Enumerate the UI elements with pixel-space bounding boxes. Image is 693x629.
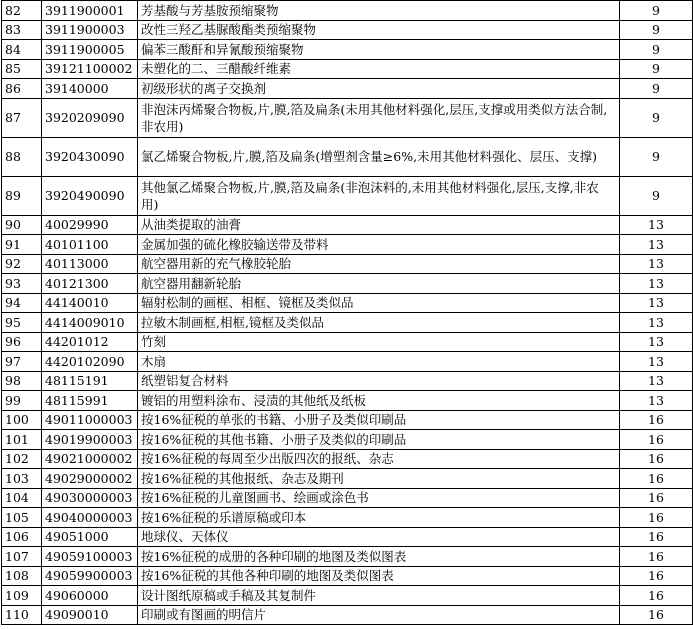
rate-cell: 16 — [620, 410, 693, 430]
row-number-cell: 98 — [2, 371, 42, 391]
table-row — [2, 605, 693, 625]
description-cell: 非泡沫丙烯聚合物板,片,膜,箔及扁条(未用其他材料强化,层压,支撑或用类似方法合制,非农用) — [138, 98, 620, 137]
row-number-cell: 85 — [2, 59, 42, 79]
description-cell: 金属加强的硫化橡胶输送带及带料 — [138, 235, 620, 255]
description-cell: 木扇 — [138, 352, 620, 372]
rate-cell: 9 — [620, 59, 693, 79]
description-cell: 拉敏木制画框,相框,镜框及类似品 — [138, 313, 620, 333]
commodity-code-cell: 3920209090 — [42, 98, 138, 137]
rate-cell: 9 — [620, 137, 693, 176]
description-cell: 芳基酸与芳基胺预缩聚物 — [138, 1, 620, 21]
table-row — [2, 313, 693, 333]
rate-cell: 13 — [620, 235, 693, 255]
commodity-code-cell: 49059100003 — [42, 547, 138, 567]
rate-cell: 13 — [620, 293, 693, 313]
commodity-code-cell: 49060000 — [42, 586, 138, 606]
commodity-code-cell: 3920430090 — [42, 137, 138, 176]
rate-cell: 9 — [620, 1, 693, 21]
rate-cell: 9 — [620, 176, 693, 215]
table-row — [2, 391, 693, 411]
table-row — [2, 508, 693, 528]
rate-cell: 16 — [620, 566, 693, 586]
table-row — [2, 59, 693, 79]
description-cell: 按16%征税的儿童图画书、绘画或涂色书 — [138, 488, 620, 508]
table-row — [2, 449, 693, 469]
table-row — [2, 371, 693, 391]
rate-cell: 13 — [620, 332, 693, 352]
description-cell: 按16%征税的其他各种印刷的地图及类似图表 — [138, 566, 620, 586]
description-cell: 设计图纸原稿或手稿及其复制件 — [138, 586, 620, 606]
rate-cell: 13 — [620, 215, 693, 235]
commodity-code-cell: 3911900001 — [42, 1, 138, 21]
commodity-code-cell: 49019900003 — [42, 430, 138, 450]
rate-cell: 9 — [620, 20, 693, 40]
row-number-cell: 108 — [2, 566, 42, 586]
description-cell: 未塑化的二、三醋酸纤维素 — [138, 59, 620, 79]
rate-cell: 16 — [620, 508, 693, 528]
commodity-code-cell: 49021000002 — [42, 449, 138, 469]
table-row — [2, 469, 693, 489]
row-number-cell: 95 — [2, 313, 42, 333]
rate-cell: 16 — [620, 488, 693, 508]
table-row — [2, 293, 693, 313]
tariff-table — [1, 0, 693, 625]
row-number-cell: 104 — [2, 488, 42, 508]
row-number-cell: 110 — [2, 605, 42, 625]
rate-cell: 13 — [620, 254, 693, 274]
description-cell: 地球仪、天体仪 — [138, 527, 620, 547]
row-number-cell: 99 — [2, 391, 42, 411]
row-number-cell: 82 — [2, 1, 42, 21]
rate-cell: 13 — [620, 274, 693, 294]
description-cell: 偏苯三酸酐和异氰酸预缩聚物 — [138, 40, 620, 60]
table-row — [2, 488, 693, 508]
rate-cell: 13 — [620, 391, 693, 411]
rate-cell: 16 — [620, 430, 693, 450]
rate-cell: 13 — [620, 313, 693, 333]
rate-cell: 13 — [620, 352, 693, 372]
table-row — [2, 235, 693, 255]
rate-cell: 16 — [620, 547, 693, 567]
row-number-cell: 103 — [2, 469, 42, 489]
description-cell: 按16%征税的每周至少出版四次的报纸、杂志 — [138, 449, 620, 469]
row-number-cell: 96 — [2, 332, 42, 352]
row-number-cell: 106 — [2, 527, 42, 547]
description-cell: 航空器用翻新轮胎 — [138, 274, 620, 294]
table-row — [2, 566, 693, 586]
commodity-code-cell: 44201012 — [42, 332, 138, 352]
rate-cell: 9 — [620, 98, 693, 137]
table-row — [2, 332, 693, 352]
commodity-code-cell: 44140010 — [42, 293, 138, 313]
commodity-code-cell: 40029990 — [42, 215, 138, 235]
table-row — [2, 274, 693, 294]
commodity-code-cell: 40113000 — [42, 254, 138, 274]
commodity-code-cell: 3920490090 — [42, 176, 138, 215]
row-number-cell: 107 — [2, 547, 42, 567]
table-row — [2, 215, 693, 235]
table-row — [2, 527, 693, 547]
row-number-cell: 94 — [2, 293, 42, 313]
description-cell: 按16%征税的其他报纸、杂志及期刊 — [138, 469, 620, 489]
table-row — [2, 98, 693, 137]
row-number-cell: 91 — [2, 235, 42, 255]
description-cell: 改性三羟乙基脲酸酯类预缩聚物 — [138, 20, 620, 40]
description-cell: 航空器用新的充气橡胶轮胎 — [138, 254, 620, 274]
row-number-cell: 105 — [2, 508, 42, 528]
commodity-code-cell: 49090010 — [42, 605, 138, 625]
row-number-cell: 97 — [2, 352, 42, 372]
row-number-cell: 101 — [2, 430, 42, 450]
commodity-code-cell: 49029000002 — [42, 469, 138, 489]
description-cell: 按16%征税的乐谱原稿或印本 — [138, 508, 620, 528]
row-number-cell: 92 — [2, 254, 42, 274]
row-number-cell: 90 — [2, 215, 42, 235]
table-row — [2, 1, 693, 21]
commodity-code-cell: 48115191 — [42, 371, 138, 391]
row-number-cell: 93 — [2, 274, 42, 294]
table-row — [2, 79, 693, 99]
table-row — [2, 137, 693, 176]
commodity-code-cell: 4420102090 — [42, 352, 138, 372]
row-number-cell: 83 — [2, 20, 42, 40]
commodity-code-cell: 49040000003 — [42, 508, 138, 528]
commodity-code-cell: 49059900003 — [42, 566, 138, 586]
commodity-code-cell: 39140000 — [42, 79, 138, 99]
commodity-code-cell: 3911900003 — [42, 20, 138, 40]
table-row — [2, 254, 693, 274]
table-row — [2, 410, 693, 430]
commodity-code-cell: 40121300 — [42, 274, 138, 294]
commodity-code-cell: 49030000003 — [42, 488, 138, 508]
row-number-cell: 100 — [2, 410, 42, 430]
rate-cell: 9 — [620, 40, 693, 60]
row-number-cell: 84 — [2, 40, 42, 60]
row-number-cell: 87 — [2, 98, 42, 137]
row-number-cell: 86 — [2, 79, 42, 99]
table-row — [2, 176, 693, 215]
table-row — [2, 547, 693, 567]
description-cell: 纸塑铝复合材料 — [138, 371, 620, 391]
commodity-code-cell: 49051000 — [42, 527, 138, 547]
description-cell: 按16%征税的单张的书籍、小册子及类似印刷品 — [138, 410, 620, 430]
commodity-code-cell: 39121100002 — [42, 59, 138, 79]
row-number-cell: 89 — [2, 176, 42, 215]
description-cell: 竹刻 — [138, 332, 620, 352]
commodity-code-cell: 3911900005 — [42, 40, 138, 60]
rate-cell: 16 — [620, 527, 693, 547]
rate-cell: 16 — [620, 469, 693, 489]
table-row — [2, 20, 693, 40]
table-row — [2, 352, 693, 372]
commodity-code-cell: 4414009010 — [42, 313, 138, 333]
row-number-cell: 102 — [2, 449, 42, 469]
row-number-cell: 88 — [2, 137, 42, 176]
description-cell: 初级形状的离子交换剂 — [138, 79, 620, 99]
commodity-code-cell: 40101100 — [42, 235, 138, 255]
rate-cell: 9 — [620, 79, 693, 99]
description-cell: 镀铝的用塑料涂布、浸渍的其他纸及纸板 — [138, 391, 620, 411]
rate-cell: 16 — [620, 449, 693, 469]
commodity-code-cell: 49011000003 — [42, 410, 138, 430]
description-cell: 氯乙烯聚合物板,片,膜,箔及扁条(增塑剂含量≥6%,未用其他材料强化、层压、支撑) — [138, 137, 620, 176]
description-cell: 从油类提取的油膏 — [138, 215, 620, 235]
rate-cell: 16 — [620, 586, 693, 606]
commodity-code-cell: 48115991 — [42, 391, 138, 411]
table-row — [2, 40, 693, 60]
rate-cell: 13 — [620, 371, 693, 391]
description-cell: 按16%征税的成册的各种印刷的地图及类似图表 — [138, 547, 620, 567]
description-cell: 辐射松制的画框、相框、镜框及类似品 — [138, 293, 620, 313]
rate-cell: 16 — [620, 605, 693, 625]
description-cell: 印刷或有图画的明信片 — [138, 605, 620, 625]
table-row — [2, 430, 693, 450]
tariff-table-body — [2, 1, 693, 625]
table-row — [2, 586, 693, 606]
description-cell: 按16%征税的其他书籍、小册子及类似的印刷品 — [138, 430, 620, 450]
row-number-cell: 109 — [2, 586, 42, 606]
description-cell: 其他氯乙烯聚合物板,片,膜,箔及扁条(非泡沫料的,未用其他材料强化,层压,支撑,非农用) — [138, 176, 620, 215]
